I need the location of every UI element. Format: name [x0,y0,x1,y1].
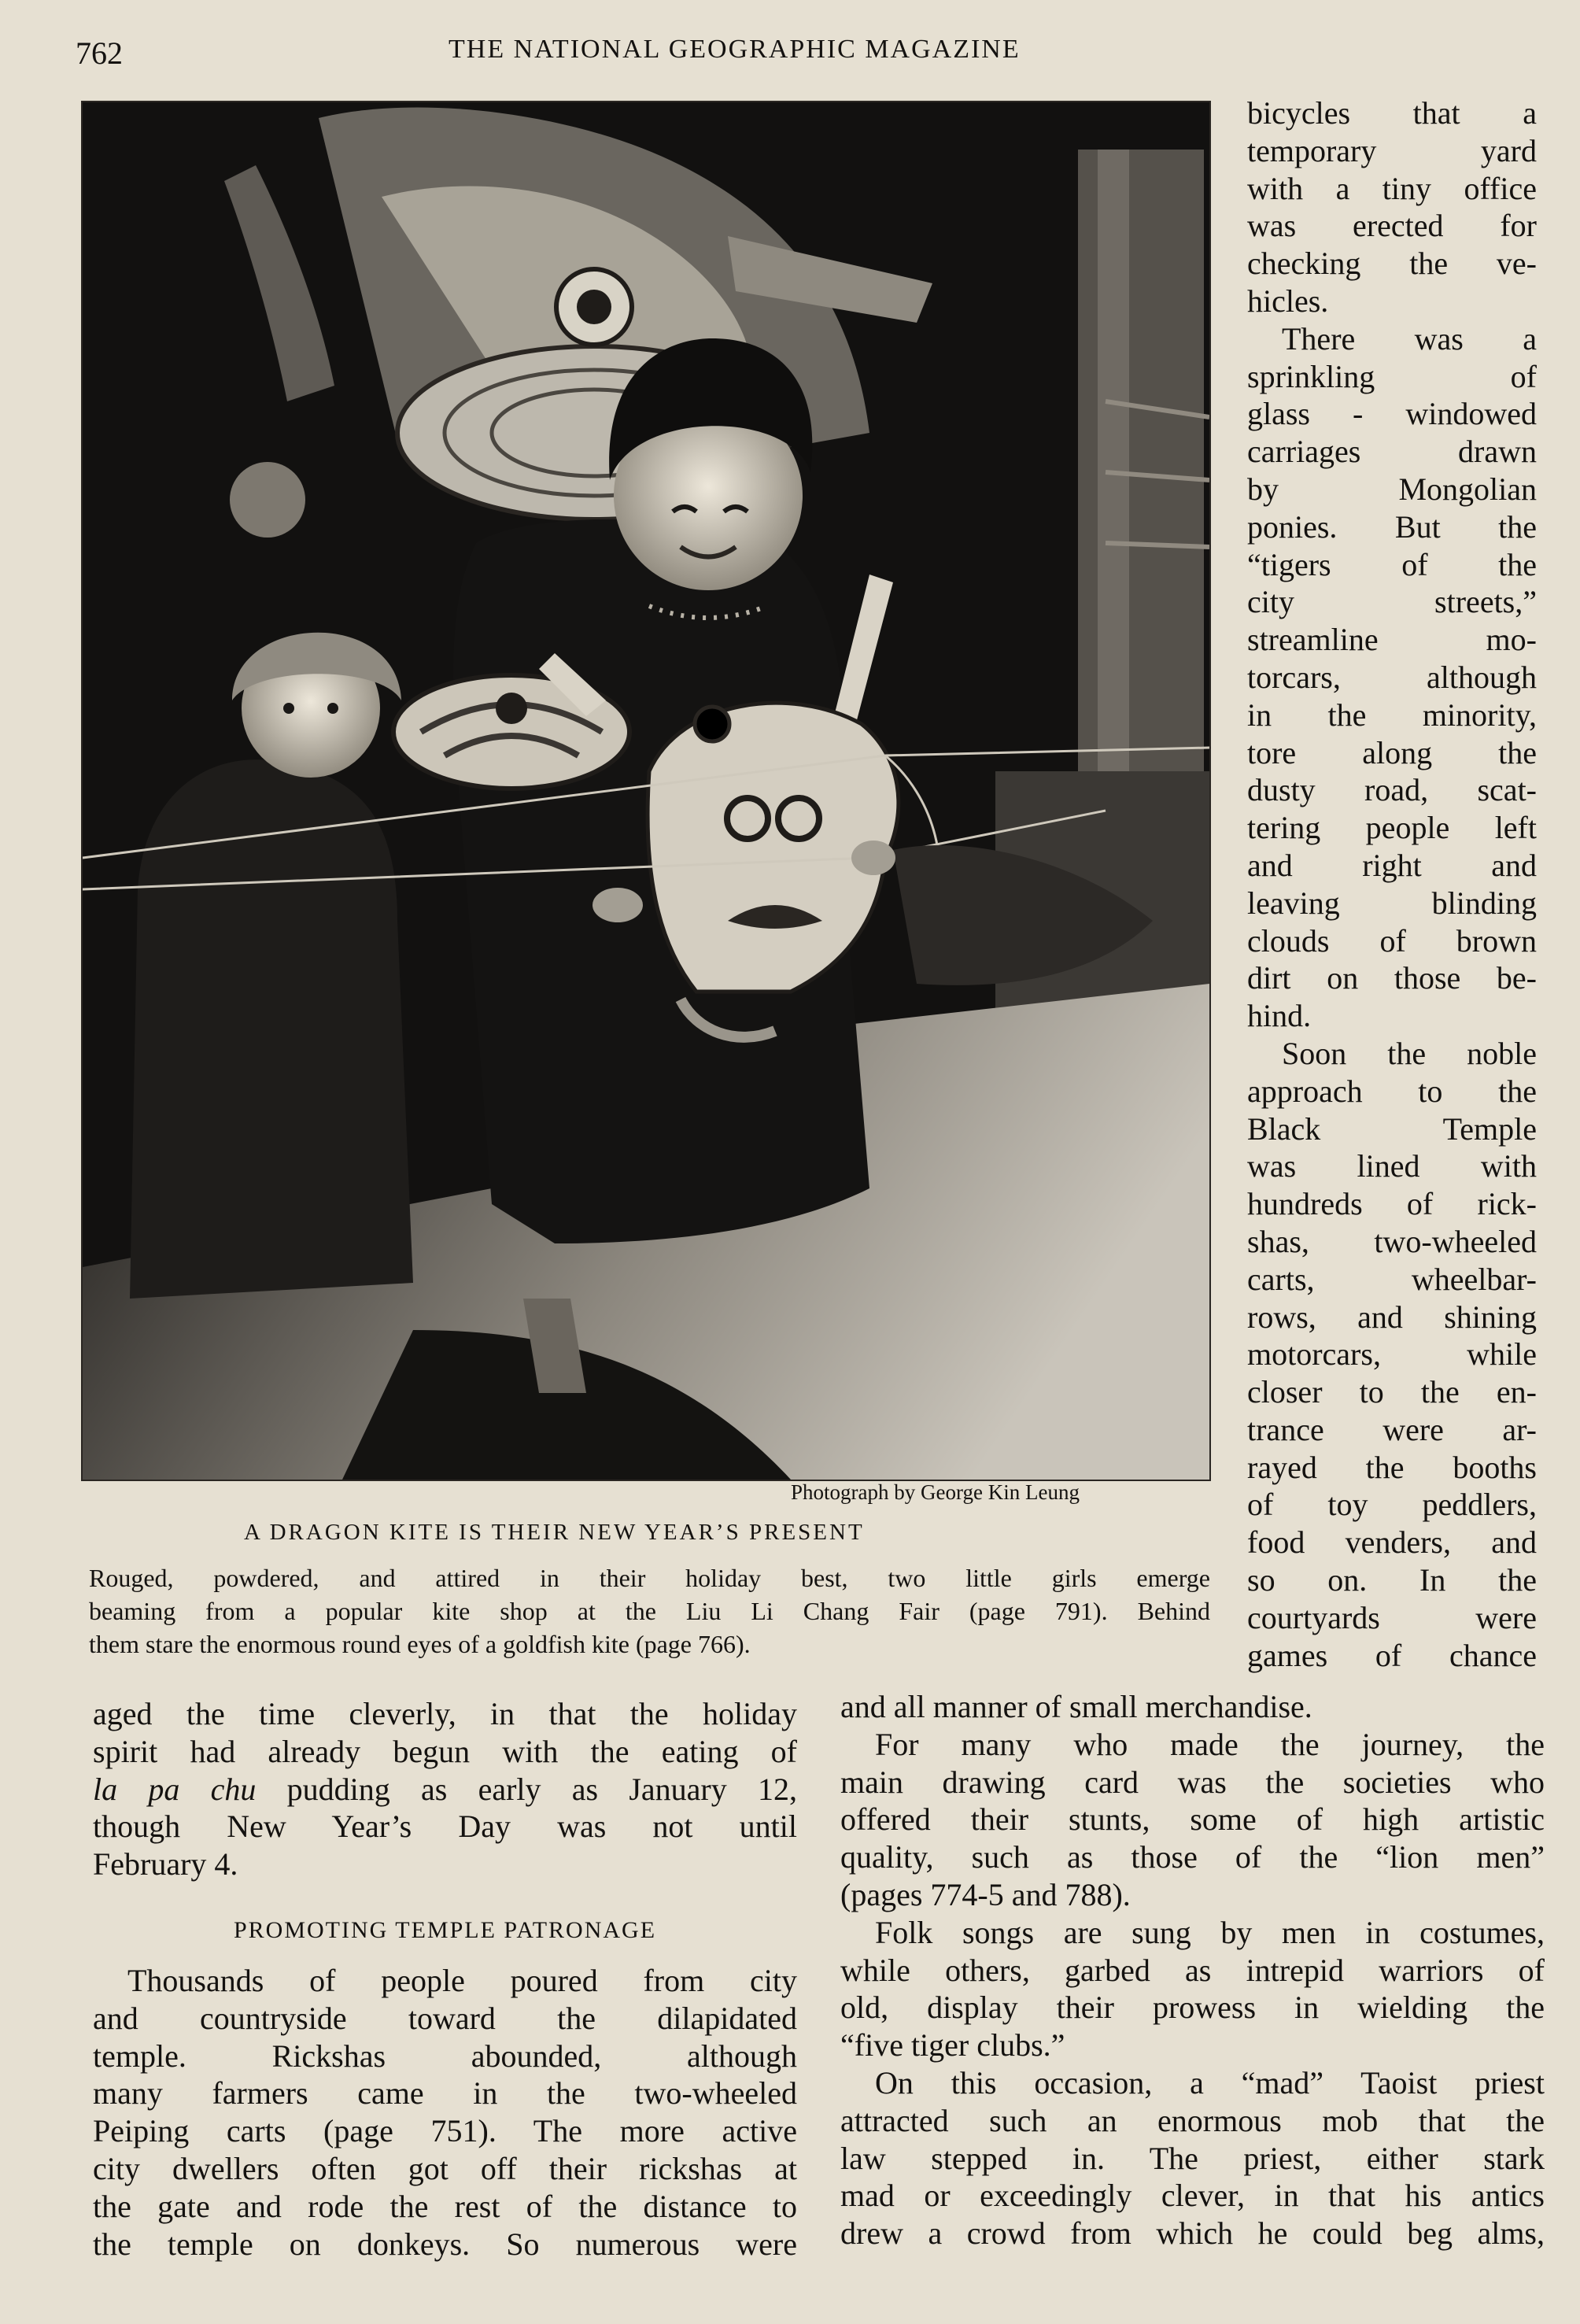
narrow-column-paragraph [1247,94,1537,1674]
text-line: in the minority, [1247,696,1537,733]
page-number: 762 [76,35,123,71]
text-line: On this occasion, a “mad” Taoist priest [875,2064,1545,2100]
dragon-kite-photograph [81,101,1211,1481]
text-line: and countryside toward the dilapidated [93,2000,797,2036]
text-line [93,1771,797,1809]
text-line: tore along the [1247,734,1537,770]
text-line: carts, wheelbar- [1247,1261,1537,1297]
right-column-text [840,1688,1545,2252]
text-line: mad or exceedingly clever, in that his antics [840,2178,1545,2214]
text-line: closer to the en- [1247,1374,1537,1410]
text-line: shas, two-wheeled [1247,1223,1537,1259]
text-line: city streets,” [1247,584,1537,620]
text-line: city dwellers often got off their rickshas at [93,2150,797,2186]
left-intro-paragraph [93,1695,797,1883]
text-line: carriages drawn [1247,434,1537,470]
text-line: aged the time cleverly, in that the holiday [93,1696,797,1731]
text-line: Folk songs are sung by men in costumes, [875,1914,1545,1950]
text-line: leaving blinding [1247,885,1537,921]
text-line: the gate and rode the rest of the distance to [93,2188,797,2224]
text-line: (pages 774-5 and 788). [840,1876,1131,1912]
narrow-column [1247,94,1537,1674]
text-line: Peiping carts (page 751). The more active [93,2113,797,2149]
text-line: offered their stunts, some of high artistic [840,1801,1545,1838]
text-line: streamline mo- [1247,622,1537,658]
caption-line: beaming from a popular kite shop at the Liu Li Chang Fair (page 791). Behind [89,1597,1210,1625]
text-line: hundreds of rick- [1247,1186,1537,1222]
text-line: bicycles that a [1247,95,1537,131]
text-line: courtyards were [1247,1599,1537,1635]
text-line: so on. In the [1247,1562,1537,1598]
text-line: games of chance [1247,1637,1537,1673]
text-line: February 4. [93,1846,238,1882]
text-line: spirit had already begun with the eating of [93,1733,797,1769]
text-line: “tigers of the [1247,546,1537,582]
text-line: and right and [1247,847,1537,883]
text-fragment: pudding as early as January 12, [256,1771,797,1807]
text-line: old, display their prowess in wielding the [840,1990,1545,2026]
caption-line: Rouged, powdered, and attired in their holiday best, two little girls emerge [89,1564,1210,1592]
text-line: rayed the booths [1247,1449,1537,1485]
text-line: There was a [1282,320,1537,357]
text-line: though New Year’s Day was not until [93,1809,797,1845]
running-head: THE NATIONAL GEOGRAPHIC MAGAZINE [449,35,1021,64]
text-line: For many who made the journey, the [875,1726,1545,1762]
text-line: while others, garbed as intrepid warriors of [840,1952,1545,1988]
text-line: food venders, and [1247,1524,1537,1561]
left-body-paragraph [93,1962,797,2263]
text-line: hicles. [1247,283,1329,319]
text-line: by Mongolian [1247,471,1537,507]
text-line: Thousands of people poured from city [127,1962,797,1998]
text-line: drew a crowd from which he could beg alms, [840,2215,1545,2252]
text-line: dirt on those be- [1247,960,1537,996]
caption-title: A DRAGON KITE IS THEIR NEW YEAR’S PRESENT [244,1520,865,1545]
left-column [93,1695,797,2263]
text-line: ponies. But the [1247,508,1537,545]
text-line: glass - windowed [1247,396,1537,432]
text-line: rows, and shining [1247,1299,1537,1335]
text-line: hind. [1247,998,1312,1034]
text-line: Black Temple [1247,1110,1537,1147]
text-line: temple. Rickshas abounded, although [93,2038,797,2074]
text-line: sprinkling of [1247,358,1537,394]
text-line: dusty road, scat- [1247,772,1537,808]
text-line: quality, such as those of the “lion men” [840,1839,1545,1875]
text-line: of toy peddlers, [1247,1487,1537,1523]
text-line: was lined with [1247,1148,1537,1184]
caption-line: them stare the enormous round eyes of a goldfish kite (page 766). [89,1630,751,1658]
section-subheading: PROMOTING TEMPLE PATRONAGE [233,1916,657,1943]
text-line: attracted such an enormous mob that the [840,2102,1545,2138]
text-line: temporary yard [1247,132,1537,168]
text-line: tering people left [1247,810,1537,846]
text-line: trance were ar- [1247,1411,1537,1447]
text-line: law stepped in. The priest, either stark [840,2140,1545,2176]
text-line: checking the ve- [1247,246,1537,282]
text-line: main drawing card was the societies who [840,1764,1545,1800]
text-line: the temple on donkeys. So numerous were [93,2226,797,2262]
text-line: “five tiger clubs.” [840,2027,1065,2064]
italic-phrase: la pa chu [93,1771,257,1807]
text-line: many farmers came in the two-wheeled [93,2075,797,2112]
caption-body [89,1561,1210,1661]
text-line: with a tiny office [1247,170,1537,206]
text-line: Soon the noble [1282,1035,1537,1071]
text-line: clouds of brown [1247,922,1537,959]
text-line: motorcars, while [1247,1336,1537,1373]
text-line: was erected for [1247,208,1537,244]
right-column [840,1688,1545,2252]
text-line: and all manner of small merchandise. [840,1689,1312,1724]
photo-credit: Photograph by George Kin Leung [791,1480,1080,1504]
text-line: approach to the [1247,1073,1537,1109]
text-line: torcars, although [1247,659,1537,695]
